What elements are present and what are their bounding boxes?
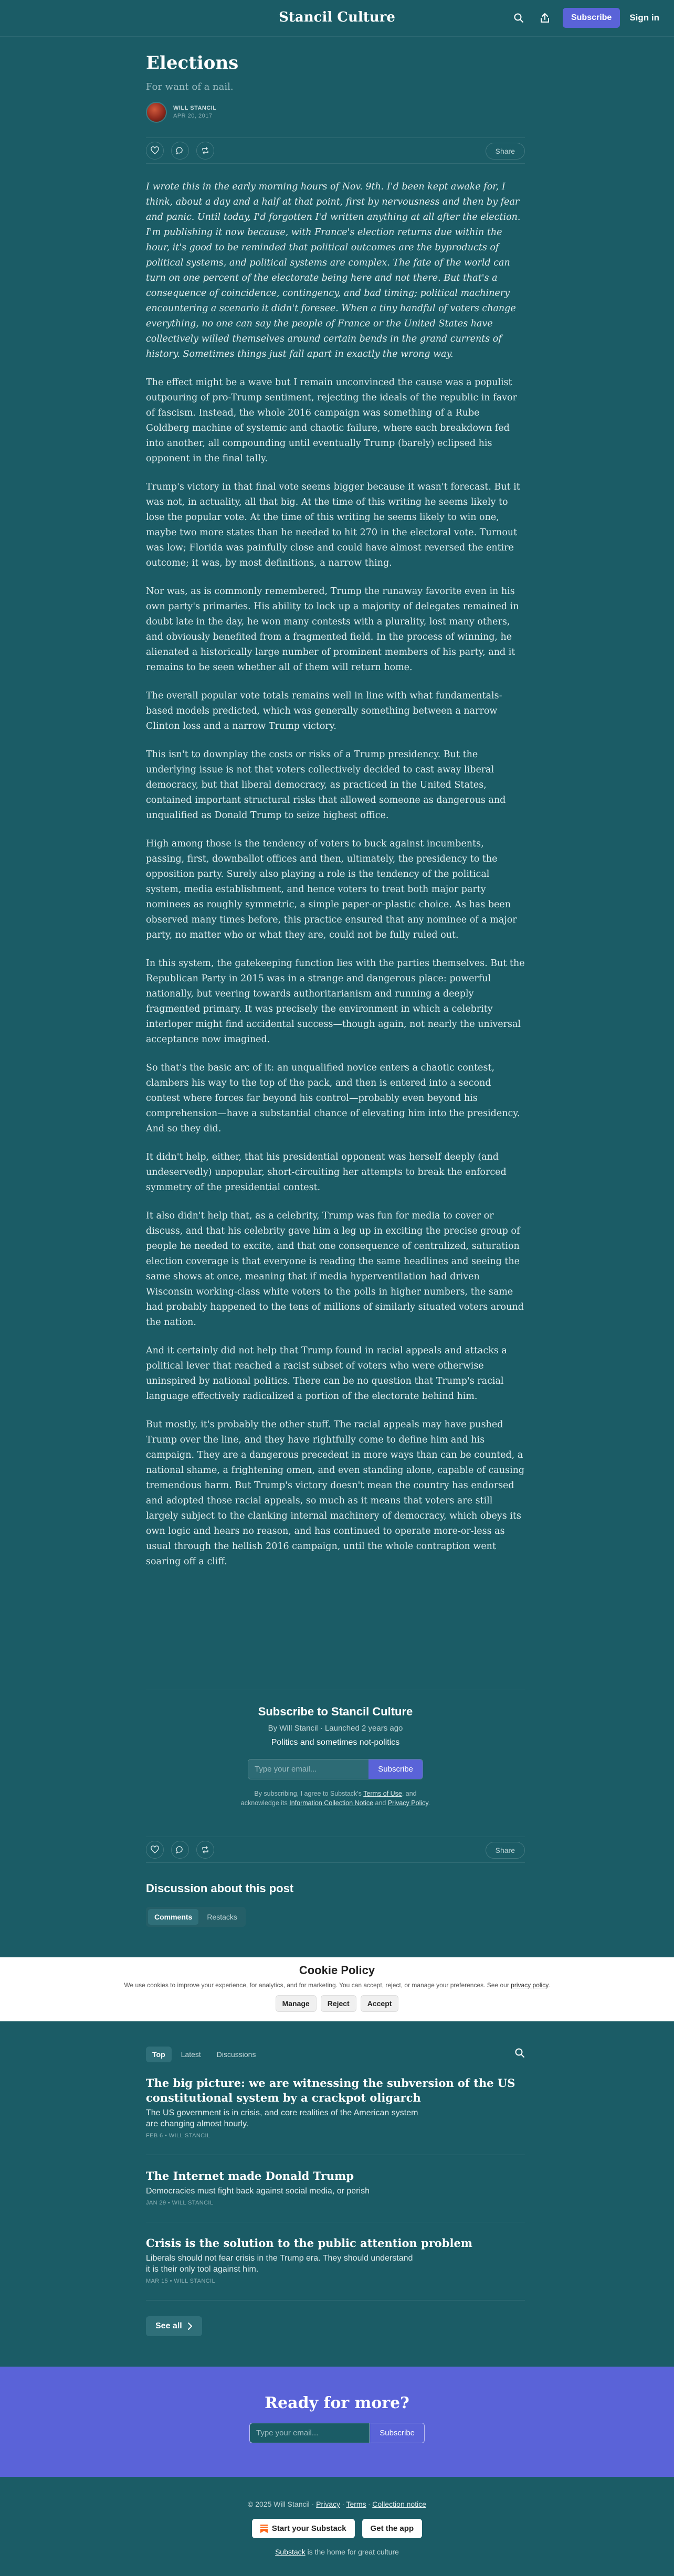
subscribe-button[interactable]: Subscribe (370, 2423, 424, 2443)
paragraph: So that's the basic arc of it: an unqualified novice enters a chaotic contest, clambers his way to the top of the pack, and then is entered into a second contest where forces far beyond his control—probably even beyond his comprehension—have a substantial chance of elevating him into the presidency. And so they did. (146, 1062, 520, 1134)
footer-privacy-link[interactable]: Privacy (316, 2500, 341, 2508)
start-substack-button[interactable] (252, 2519, 355, 2538)
ready-for-more (0, 2367, 674, 2477)
post-actions-bottom (146, 1837, 525, 1863)
post-item-description: Democracies must fight back against social media, or perish (146, 2187, 370, 2196)
post-item-title[interactable]: The Internet made Donald Trump (146, 2169, 354, 2182)
legal-middle: , and acknowledge its (240, 1790, 417, 1807)
subscribe-description: Politics and sometimes not-politics (271, 1738, 400, 1747)
footer (0, 2477, 674, 2576)
search-icon[interactable] (514, 2048, 525, 2060)
subscribe-form (248, 1759, 423, 1779)
search-icon[interactable] (510, 9, 527, 26)
post-body (146, 179, 525, 1570)
get-app-button[interactable]: Get the app (362, 2519, 423, 2538)
email-input[interactable]: Type your email... (248, 1759, 368, 1779)
posts-tabs (146, 2047, 525, 2062)
footer-buttons (0, 2519, 674, 2538)
tab-latest[interactable]: Latest (181, 2050, 201, 2059)
restack-icon[interactable] (196, 1841, 214, 1859)
see-all-label: See all (155, 2321, 182, 2330)
paragraph: The overall popular vote totals remains well in line with what fundamentals-based models predicted, which was generally something between a narrow Clinton loss and a narrow Trump victory. (146, 690, 502, 732)
subscribe-box (146, 1690, 525, 1808)
post-subtitle: For want of a nail. (146, 81, 234, 92)
paragraph: Nor was, as is commonly remembered, Trump the runaway favorite even in his own party's primaries. His ability to lock up a majority of delegates remained in doubt late in the day, he won many contests with a plurality, lost many others, and obviously benefited from a fragmented field. In the process of winning, he alienated a historically large number of prominent members of his party, and it remains to be seen whether all of them will return home. (146, 586, 519, 673)
cookie-banner (0, 1957, 674, 2021)
like-icon[interactable] (146, 1841, 164, 1859)
substack-logo-icon (260, 2525, 268, 2533)
header-subscribe-button[interactable]: Subscribe (563, 8, 620, 28)
like-icon[interactable] (146, 142, 164, 160)
footer-collection-link[interactable]: Collection notice (372, 2500, 426, 2508)
privacy-policy-link[interactable]: Privacy Policy (387, 1799, 428, 1807)
subscribe-meta: By Will Stancil · Launched 2 years ago (268, 1724, 403, 1733)
discussion-title: Discussion about this post (146, 1882, 294, 1895)
comment-icon[interactable] (171, 1841, 189, 1859)
legal-and: and (373, 1799, 388, 1807)
byline-text (173, 105, 217, 119)
more-posts (146, 2047, 525, 2336)
paragraph: Trump's victory in that final vote seems bigger because it wasn't forecast. But it was not, in actuality, all that big. At the time of this writing he seems likely to lose the popular vote. At the time of this writing he seems likely to win one, maybe two more states than he needed to hit 270 in the electoral vote. Turnout was low; Florida was painfully close and could have almost reversed the entire outcome; it was, by most definitions, a narrow thing. (146, 481, 520, 568)
cookie-title: Cookie Policy (299, 1964, 375, 1977)
subscribe-button[interactable]: Subscribe (368, 1759, 423, 1779)
post-actions (146, 137, 525, 164)
footer-terms-link[interactable]: Terms (346, 2500, 366, 2508)
share-button[interactable]: Share (486, 143, 525, 160)
paragraph: High among those is the tendency of voters to buck against incumbents, passing, first, downballot offices and then, ultimately, the presidency to the opposition party. Surely also playing a role is the tendency of the political system, media establishment, and hence voters to treat both major party nominees as roughly symmetric, a simple paper-or-plastic choice. As has been observed many times before, this practice ensured that any nominee of a major party, no matter who or what they are, could not be fully ruled out. (146, 838, 517, 940)
cookie-buttons (0, 1995, 674, 2012)
paragraph: In this system, the gatekeeping function lies with the parties themselves. But the Republican Party in 2015 was in a strange and dangerous place: powerful nationally, but veering towards authoritarianism and running a deeply fragmented primary. It was precisely the environment in which a celebrity interloper might find accidental success—though again, not nearly the universal acceptance now imagined. (146, 958, 525, 1045)
cookie-reject-button[interactable]: Reject (321, 1995, 356, 2012)
ready-title: Ready for more? (265, 2394, 409, 2412)
terms-link[interactable]: Terms of Use (363, 1790, 402, 1797)
paragraph: The effect might be a wave but I remain unconvinced the cause was a populist outpouring of pro-Trump sentiment, rejecting the ideals of the republic in favor of fascism. Instead, the whole 2016 campaign was something of a Rube Goldberg machine of systemic and chaotic failure, where each breakdown fed into another, all compounding until eventually Trump (barely) eclipsed his opponent in the final tally. (146, 377, 517, 464)
tagline-text: is the home for great culture (305, 2548, 399, 2556)
subscribe-title: Subscribe to Stancil Culture (258, 1705, 413, 1718)
footer-tagline (0, 2548, 674, 2556)
tab-restacks[interactable]: Restacks (207, 1913, 237, 1921)
cookie-privacy-link[interactable]: privacy policy (511, 1981, 549, 1989)
start-substack-label: Start your Substack (271, 2524, 346, 2533)
post-item-title[interactable]: The big picture: we are witnessing the subversion of the US constitutional system by a crackpot oligarch (146, 2076, 515, 2104)
top-bar (0, 0, 674, 37)
tab-comments[interactable]: Comments (148, 1909, 198, 1925)
post-item[interactable] (146, 2222, 525, 2301)
post-item-description: Liberals should not fear crisis in the Trump era. They should understand it is their only tool against him. (146, 2254, 413, 2274)
see-all-button[interactable] (146, 2316, 202, 2336)
comment-icon[interactable] (171, 142, 189, 160)
ready-form (249, 2423, 425, 2443)
legal-end: . (428, 1799, 430, 1807)
footer-separator: ∙ (366, 2500, 373, 2508)
substack-link[interactable]: Substack (275, 2548, 306, 2556)
cookie-text-end: . (548, 1981, 550, 1989)
avatar[interactable] (146, 102, 167, 123)
author-name[interactable]: WILL STANCIL (173, 105, 217, 112)
paragraph: It also didn't help that, as a celebrity, Trump was fun for media to cover or discuss, and that his celebrity gave him a leg up in exciting the precise group of people he needed to excite, and that one consequence of centralized, saturation election coverage is that everyone is reading the same headlines and seeing the same shows at once, meaning that if media hyperventilation had driven Wisconsin working-class white voters to the polls in higher numbers, the same had probably happened to the tens of millions of similarly situated voters around the nation. (146, 1210, 524, 1328)
share-button[interactable]: Share (486, 1842, 525, 1859)
post-item-title[interactable]: Crisis is the solution to the public attention problem (146, 2236, 473, 2250)
paragraph: And it certainly did not help that Trump found in racial appeals and attacks a political lever that reached a racist subset of voters who were otherwise uninspired by national politics. There can be no question that Trump's racial language effectively radicalized a portion of the electorate behind him. (146, 1345, 507, 1402)
paragraph: I wrote this in the early morning hours of Nov. 9th. I'd been kept awake for, I think, about a day and a half at that point, first by nervousness and then by fear and panic. Until today, I'd forgotten I'd written anything at all after the election. I'm publishing it now because, with France's election returns due within the hour, it's good to be reminded that political outcomes are the byproducts of political systems, and political systems are complex. The fate of the world can turn on one percent of the electorate being here and not there. But that's a consequence of coincidence, contingency, and bad timing; political machinery encountering a scenario it didn't foresee. When a tiny handful of voters change everything, no one can say the people of France or the United States have collectively willed themselves around certain bends in the grand currents of history. Sometimes things just fall apart in exactly the wrong way. (146, 181, 521, 359)
cookie-accept-button[interactable]: Accept (361, 1995, 399, 2012)
legal-text (236, 1789, 435, 1808)
legal-prefix: By subscribing, I agree to Substack's (254, 1790, 364, 1797)
chevron-right-icon (187, 2323, 193, 2330)
post-item[interactable] (146, 2062, 525, 2155)
post-item[interactable] (146, 2155, 525, 2222)
post-item-meta: FEB 6 • WILL STANCIL (146, 2133, 210, 2139)
cookie-text (0, 1981, 674, 1989)
post-item-meta: MAR 15 • WILL STANCIL (146, 2278, 216, 2284)
restack-icon[interactable] (196, 142, 214, 160)
post-item-meta: JAN 29 • WILL STANCIL (146, 2200, 214, 2206)
article (146, 52, 525, 1583)
cookie-text-body: We use cookies to improve your experience, for analytics, and for marketing. You can accept, reject, or manage your preferences. See our (124, 1981, 511, 1989)
footer-separator: ∙ (340, 2500, 346, 2508)
tab-top[interactable]: Top (146, 2047, 172, 2062)
publication-name[interactable]: Stancil Culture (279, 9, 395, 25)
paragraph: This isn't to downplay the costs or risks of a Trump presidency. But the underlying issue is not that voters collectively decided to cast away liberal democracy, but that liberal democracy, as practiced in the United States, contained important structural risks that allowed someone as dangerous and unqualified as Donald Trump to seize highest office. (146, 749, 506, 821)
footer-links (0, 2500, 674, 2508)
post-item-description: The US government is in crisis, and core realities of the American system are changing almost hourly. (146, 2108, 418, 2128)
tab-discussions[interactable]: Discussions (216, 2050, 256, 2059)
post-date: APR 20, 2017 (173, 113, 213, 120)
byline (146, 102, 525, 123)
discussion-section (146, 1882, 525, 1927)
sign-in-link[interactable]: Sign in (629, 13, 659, 23)
email-input[interactable]: Type your email... (250, 2423, 370, 2443)
share-icon[interactable] (536, 9, 553, 26)
paragraph: But mostly, it's probably the other stuff. The racial appeals may have pushed Trump over the line, and they have rightfully come to define him and his campaign. They are a dangerous precedent in more ways than can be counted, a national shame, a frightening omen, and even standing alone, capable of causing tremendous harm. But Trump's victory doesn't mean the country has endorsed and adopted those racial appeals, so much as it means that voters are still largely subject to the clanking internal machinery of democracy, which obeys its own logic and hears no reason, and has continued to operate more-or-less as usual through the hellish 2016 campaign, until the whole contraption went soaring off a cliff. (146, 1419, 525, 1567)
copyright: © 2025 Will Stancil · (248, 2500, 317, 2508)
post-title: Elections (146, 52, 239, 73)
top-actions (510, 8, 659, 28)
cookie-manage-button[interactable]: Manage (276, 1995, 317, 2012)
discussion-tabs (146, 1907, 246, 1927)
collection-notice-link[interactable]: Information Collection Notice (289, 1799, 374, 1807)
paragraph: It didn't help, either, that his presidential opponent was herself deeply (and undeservedly) unpopular, short-circuiting her attempts to break the enforced symmetry of the presidential contest. (146, 1151, 507, 1193)
